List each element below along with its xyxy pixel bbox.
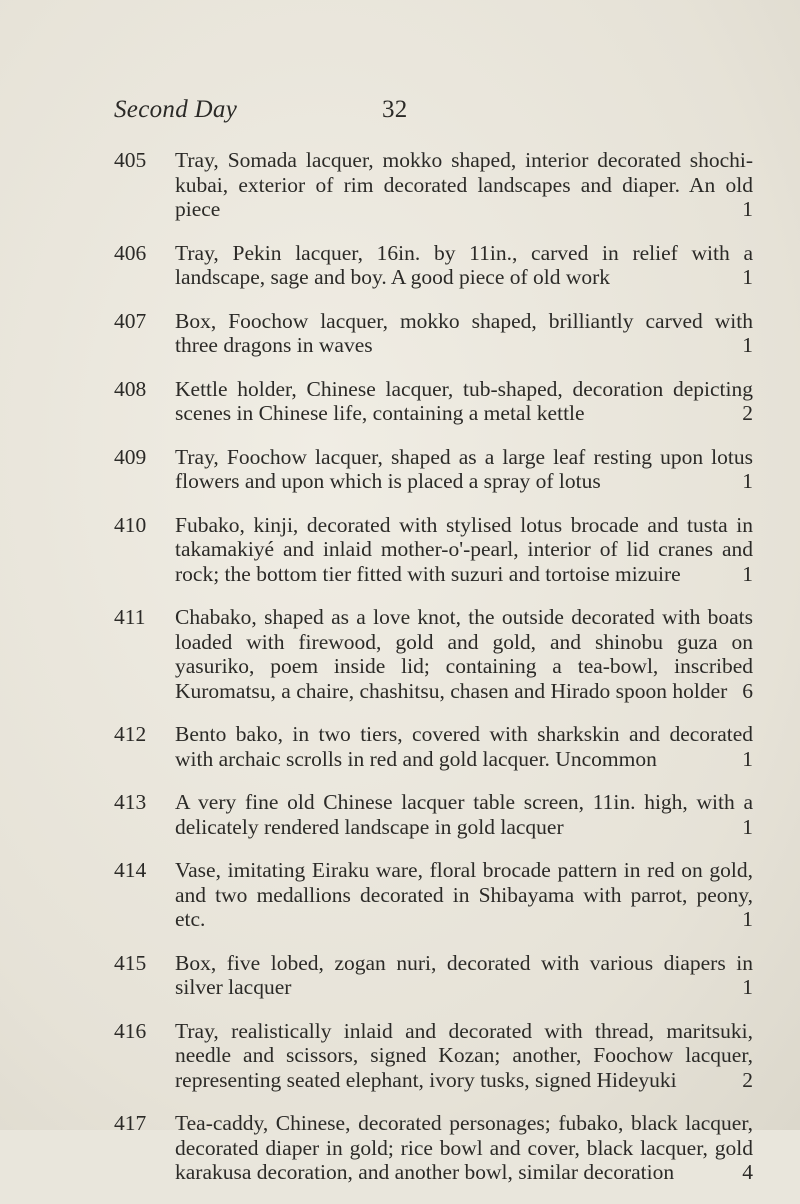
lot-quantity: 2 bbox=[742, 1067, 753, 1092]
lot-number: 409 bbox=[114, 444, 147, 469]
lot-entry bbox=[0, 1111, 800, 1185]
lot-number: 405 bbox=[114, 148, 147, 172]
lot-quantity: 1 bbox=[742, 975, 753, 999]
lot-entry bbox=[0, 858, 800, 932]
lot-number: 406 bbox=[114, 240, 147, 265]
lot-description: Bento bako, in two tiers, covered with sharkskin and decorated with archaic scrolls in red and gold lacquer. Uncommon bbox=[175, 722, 753, 771]
running-head bbox=[114, 96, 774, 124]
lot-entry bbox=[0, 377, 800, 426]
lot-description: Chabako, shaped as a love knot, the outside decorated with boats loaded with firewood, gold and gold, and shinobu guza on yasuriko, poem inside lid; containing a tea-bowl, inscribed Kuromatsu, a chaire, chashitsu, chasen and Hirado spoon holder bbox=[175, 605, 753, 703]
lot-number: 417 bbox=[114, 1111, 147, 1135]
lot-number: 413 bbox=[114, 790, 147, 814]
lot-description: Tea-caddy, Chinese, decorated personages; fubako, black lacquer, decorated diaper in gold; rice bowl and cover, black lacquer, gold karakusa decoration, and another bowl, similar decoration bbox=[175, 1111, 753, 1184]
lot-number: 408 bbox=[114, 376, 147, 401]
lot-entry bbox=[0, 722, 800, 771]
lot-number: 412 bbox=[114, 722, 147, 746]
lot-entry bbox=[0, 790, 800, 839]
lot-number: 414 bbox=[114, 858, 147, 882]
lot-description: Fubako, kinji, decorated with stylised lotus brocade and tusta in takamakiyé and inlaid mother-o'-pearl, interior of lid cranes and rock; the bottom tier fitted with suzuri and tortoise mizuire bbox=[175, 512, 753, 586]
lot-entry bbox=[0, 951, 800, 1000]
lot-description: Vase, imitating Eiraku ware, floral brocade pattern in red on gold, and two medallions decorated in Shibayama with parrot, peony, etc. bbox=[175, 858, 753, 931]
section-title: Second Day bbox=[114, 96, 238, 123]
lot-quantity: 6 bbox=[742, 678, 753, 703]
lot-quantity: 1 bbox=[742, 265, 753, 289]
lot-entry bbox=[0, 513, 800, 587]
lot-description: Tray, Pekin lacquer, 16in. by 11in., carved in relief with a landscape, sage and boy. A good piece of old work bbox=[175, 240, 753, 289]
lot-number: 410 bbox=[114, 512, 147, 537]
lot-quantity: 1 bbox=[742, 907, 753, 931]
lot-entry bbox=[0, 605, 800, 703]
lot-description: Kettle holder, Chinese lacquer, tub-shaped, decoration depicting scenes in Chinese life, containing a metal kettle bbox=[175, 376, 753, 425]
lot-quantity: 2 bbox=[742, 401, 753, 425]
lot-list bbox=[0, 148, 800, 1204]
lot-description: Tray, realistically inlaid and decorated with thread, maritsuki, needle and scissors, signed Kozan; another, Foochow lacquer, representing seated elephant, ivory tusks, signed Hideyuki bbox=[175, 1018, 753, 1092]
lot-number: 415 bbox=[114, 950, 147, 975]
lot-entry bbox=[0, 241, 800, 290]
lot-description: Box, five lobed, zogan nuri, decorated with various diapers in silver lacquer bbox=[175, 950, 753, 999]
page-number: 32 bbox=[382, 96, 408, 123]
lot-description: A very fine old Chinese lacquer table screen, 11in. high, with a delicately rendered landscape in gold lacquer bbox=[175, 790, 753, 839]
lot-entry bbox=[0, 445, 800, 494]
lot-description: Box, Foochow lacquer, mokko shaped, brilliantly carved with three dragons in waves bbox=[175, 308, 753, 357]
lot-quantity: 1 bbox=[742, 197, 753, 221]
lot-number: 411 bbox=[114, 605, 146, 629]
lot-quantity: 1 bbox=[742, 814, 753, 839]
lot-quantity: 1 bbox=[742, 469, 753, 493]
lot-quantity: 1 bbox=[742, 561, 753, 586]
lot-description: Tray, Foochow lacquer, shaped as a large leaf resting upon lotus flowers and upon which is placed a spray of lotus bbox=[175, 444, 753, 493]
lot-number: 416 bbox=[114, 1018, 147, 1043]
lot-entry bbox=[0, 1019, 800, 1093]
lot-quantity: 1 bbox=[742, 746, 753, 771]
lot-entry bbox=[0, 148, 800, 222]
lot-quantity: 4 bbox=[742, 1160, 753, 1184]
lot-quantity: 1 bbox=[742, 333, 753, 357]
lot-entry bbox=[0, 309, 800, 358]
lot-number: 407 bbox=[114, 308, 147, 333]
lot-description: Tray, Somada lacquer, mokko shaped, interior decorated shochi-kubai, exterior of rim decorated landscapes and diaper. An old piece bbox=[175, 148, 753, 221]
